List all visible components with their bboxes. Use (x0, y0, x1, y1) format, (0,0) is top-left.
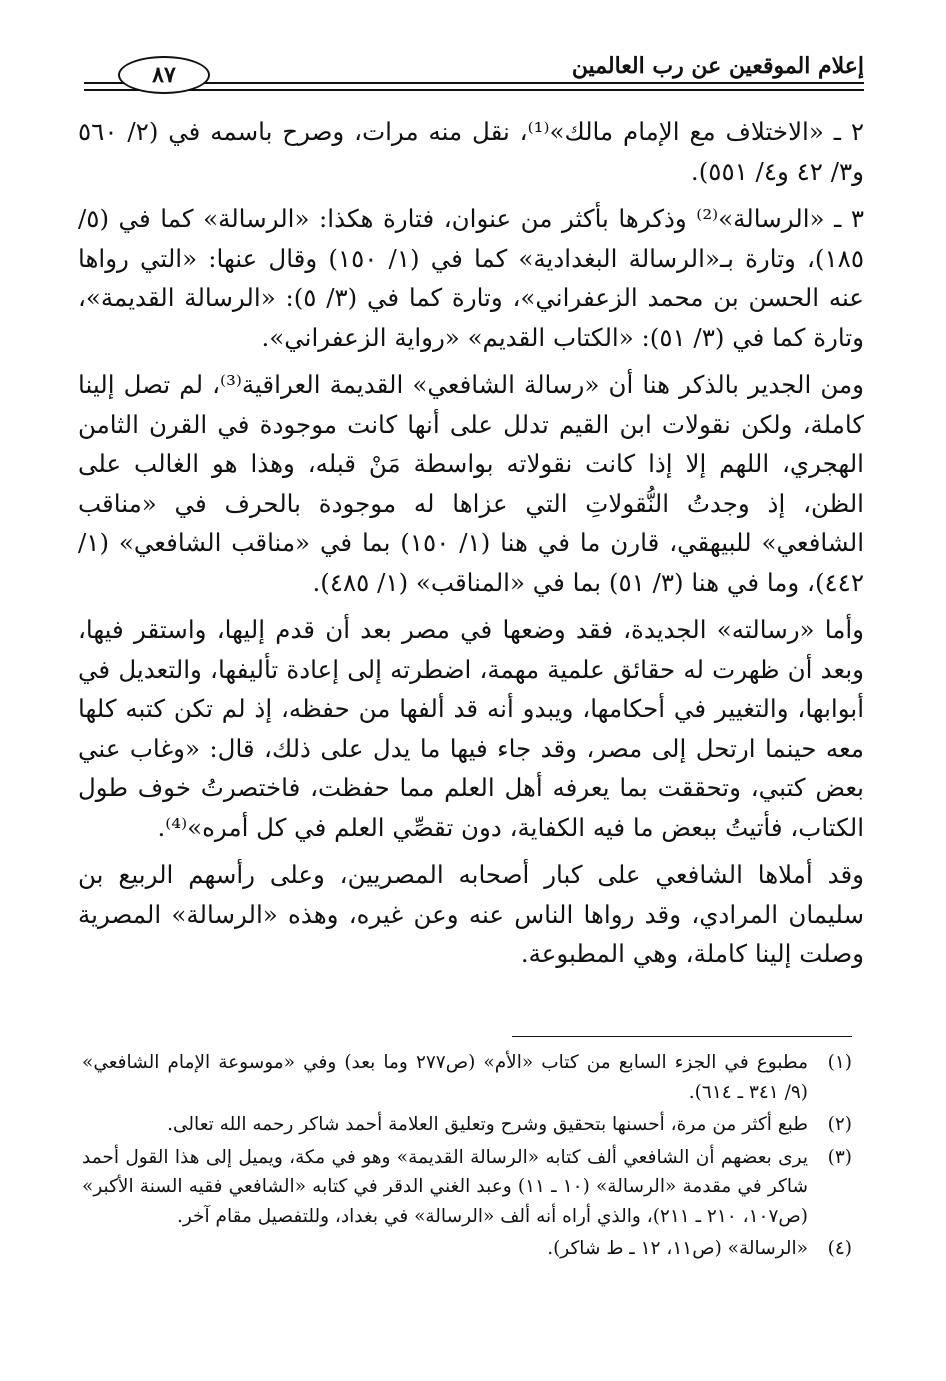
footnote-number: (١) (827, 1052, 852, 1073)
footnote-number: (٤) (827, 1238, 852, 1259)
footnote-number: (٣) (827, 1146, 852, 1168)
paragraph-item-2: ٢ ـ «الاختلاف مع الإمام مالك»⁽¹⁾، نقل منه مرات، وصرح باسمه في (٢/ ٥٦٠ و٣/ ٤٢ و٤/ ٥٥١). (78, 117, 864, 186)
footnote-text: مطبوع في الجزء السابع من كتاب «الأم» (ص٢٧٧ وما بعد) وفي «موسوعة الإمام الشافعي» (٩/ ٣٤١ ـ ٦١٤). (82, 1052, 808, 1103)
paragraph-item-3: ٣ ـ «الرسالة»⁽²⁾ وذكرها بأكثر من عنوان، فتارة هكذا: «الرسالة» كما في (٥/ ١٨٥)، وتارة بـ«الرسالة البغدادية» كما في (١/ ١٥٠) وقال عنها: «التي رواها عنه الحسن بن محمد الزعفراني»، وتارة كما في (٣/ ٥): «الرسالة القديمة»، وتارة كما في (٣/ ٥١): «الكتاب القديم» «رواية الزعفراني». (78, 204, 864, 352)
page-number: ٨٧ (118, 56, 210, 94)
footnote-text: طبع أكثر من مرة، أحسنها بتحقيق وشرح وتعليق العلامة أحمد شاكر رحمه الله تعالى. (167, 1114, 808, 1135)
paragraph-old-risala: ومن الجدير بالذكر هنا أن «رسالة الشافعي» القديمة العراقية⁽³⁾، لم تصل إلينا كاملة، ولكن نقولات ابن القيم تدلل على أنها كانت موجودة في القرن الثامن الهجري، اللهم إلا إذا كانت نقولاته بواسطة مَنْ قبله، وهذا هو الغالب على الظن، إذ وجدتُ النُّقولاتِ التي عزاها له موجودة بالحرف في «مناقب الشافعي» للبيهقي، قارن ما في هنا (١/ ١٥٠) بما في «مناقب الشافعي» (١/ ٤٤٢)، وما في هنا (٣/ ٥١) بما في «المناقب» (١/ ٤٨٥). (78, 370, 864, 597)
paragraph-new-risala: وأما «رسالته» الجديدة، فقد وضعها في مصر بعد أن قدم إليها، واستقر فيها، وبعد أن ظهرت له حقائق علمية مهمة، اضطرته إلى إعادة تأليفها، والتعديل في أبوابها، والتغيير في أحكامها، ويبدو أنه قد ألفها من حفظه، إذ لم تكن كتبه كلها معه حينما ارتحل إلى مصر، وقد جاء فيها ما يدل على ذلك، قال: «وغاب عني بعض كتبي، وتحققت بما يعرفه أهل العلم مما حفظت، فاختصرتُ خوف طول الكتاب، فأتيتُ ببعض ما فيه الكفاية، دون تقصِّي العلم في كل أمره»⁽⁴⁾. (78, 615, 864, 842)
footnote-text: يرى بعضهم أن الشافعي ألف كتابه «الرسالة القديمة» وهو في مكة، ويميل إلى هذا القول أحمد شاكر في مقدمة «الرسالة» (١٠ ـ ١١) وعبد الغني الدقر في كتابه «الشافعي فقيه السنة الأكبر» (ص١٠٧، ٢١٠ ـ ٢١١)، والذي أراه أنه ألف «الرسالة» في بغداد، وللتفصيل مقام آخر. (82, 1146, 808, 1227)
footnote-text: «الرسالة» (ص١١، ١٢ ـ ط شاكر). (547, 1238, 808, 1259)
paragraph-dictation: وقد أملاها الشافعي على كبار أصحابه المصريين، وعلى رأسهم الربيع بن سليمان المرادي، وقد رواها الناس عنه وعن غيره، وهذه «الرسالة» المصرية وصلت إلينا كاملة، وهي المطبوعة. (78, 860, 864, 968)
footnote-number: (٢) (827, 1114, 852, 1135)
header-rule-bottom (84, 89, 864, 91)
running-header (84, 52, 864, 94)
footnote-1 (82, 1048, 852, 1107)
footnotes (82, 1048, 852, 1264)
footnote-separator (512, 1036, 852, 1037)
book-title: إعلام الموقعين عن رب العالمين (562, 52, 864, 80)
main-text (78, 112, 864, 974)
footnote-2 (82, 1110, 852, 1140)
footnote-3 (82, 1143, 852, 1232)
footnote-4 (82, 1234, 852, 1264)
